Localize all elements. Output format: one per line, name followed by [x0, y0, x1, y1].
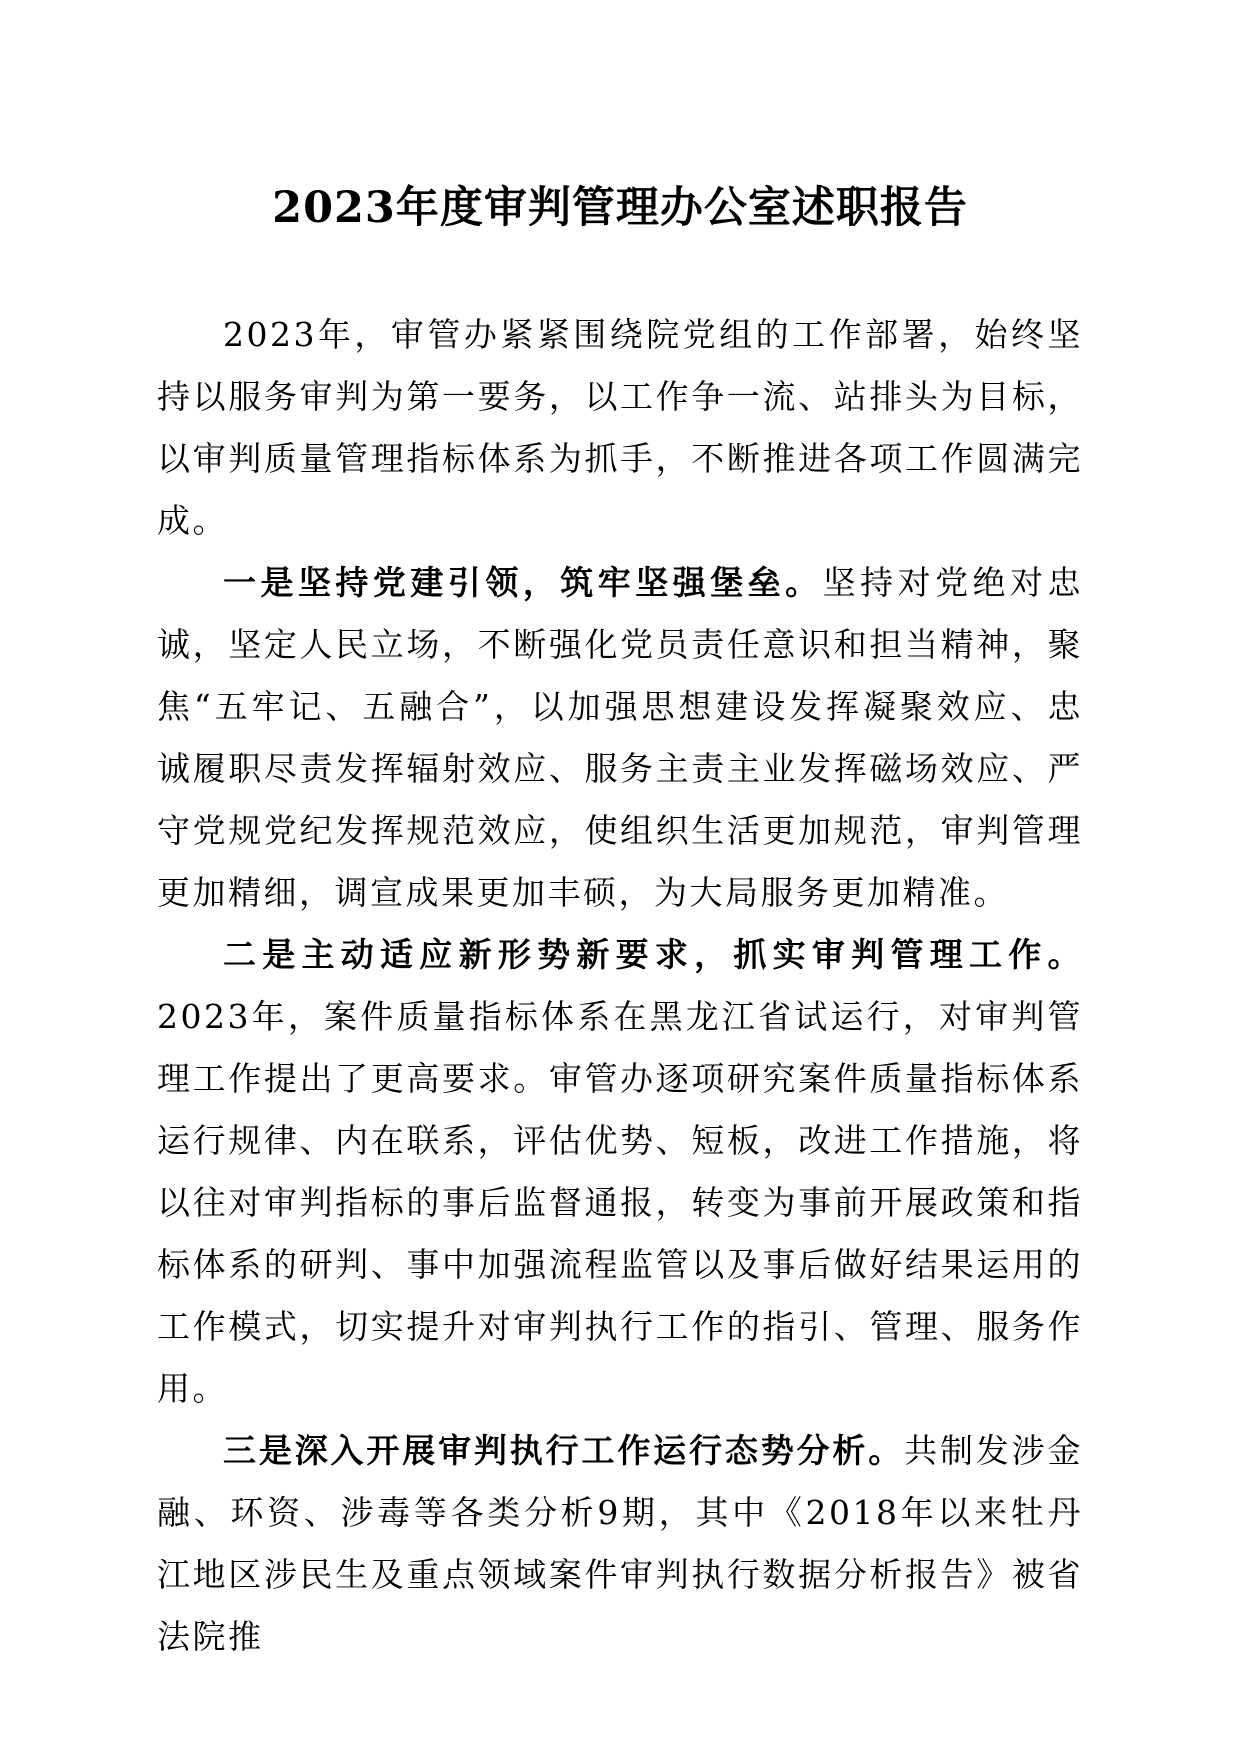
section-2-text: 2023年，案件质量指标体系在黑龙江省试运行，对审判管理工作提出了更高要求。审管办逐项研究案件质量指标体系运行规律、内在联系，评估优势、短板，改进工作措施，将以往对审判指标的事后监督通报，转变为事前开展政策和指标体系的研判、事中加强流程监管以及事后做好结果运用的工作模式，切实提升对审判执行工作的指引、管理、服务作用。 [157, 997, 1083, 1408]
document-title: 2023年度审判管理办公室述职报告 [272, 183, 968, 233]
section-1-paragraph [157, 552, 1083, 924]
section-1-text: 坚持对党绝对忠诚，坚定人民立场，不断强化党员责任意识和担当精神，聚焦“五牢记、五融合”，以加强思想建设发挥凝聚效应、忠诚履职尽责发挥辐射效应、服务主责主业发挥磁场效应、严守党规党纪发挥规范效应，使组织生活更加规范，审判管理更加精细，调宣成果更加丰硕，为大局服务更加精准。 [157, 563, 1084, 912]
section-2-paragraph [157, 924, 1083, 1420]
section-3-paragraph [157, 1420, 1083, 1668]
document-body [157, 304, 1083, 1668]
section-3-text: 共制发涉金融、环资、涉毒等各类分析9期，其中《2018年以来牡丹江地区涉民生及重点领域案件审判执行数据分析报告》被省法院推 [157, 1431, 1084, 1656]
intro-paragraph: 2023年，审管办紧紧围绕院党组的工作部署，始终坚持以服务审判为第一要务，以工作争一流、站排头为目标，以审判质量管理指标体系为抓手，不断推进各项工作圆满完成。 [157, 315, 1083, 540]
section-3-heading: 三是深入开展审判执行工作运行态势分析。 [223, 1431, 905, 1470]
section-2-heading: 二是主动适应新形势新要求，抓实审判管理工作。 [223, 935, 1083, 974]
section-1-heading: 一是坚持党建引领，筑牢坚强堡垒。 [223, 563, 823, 602]
